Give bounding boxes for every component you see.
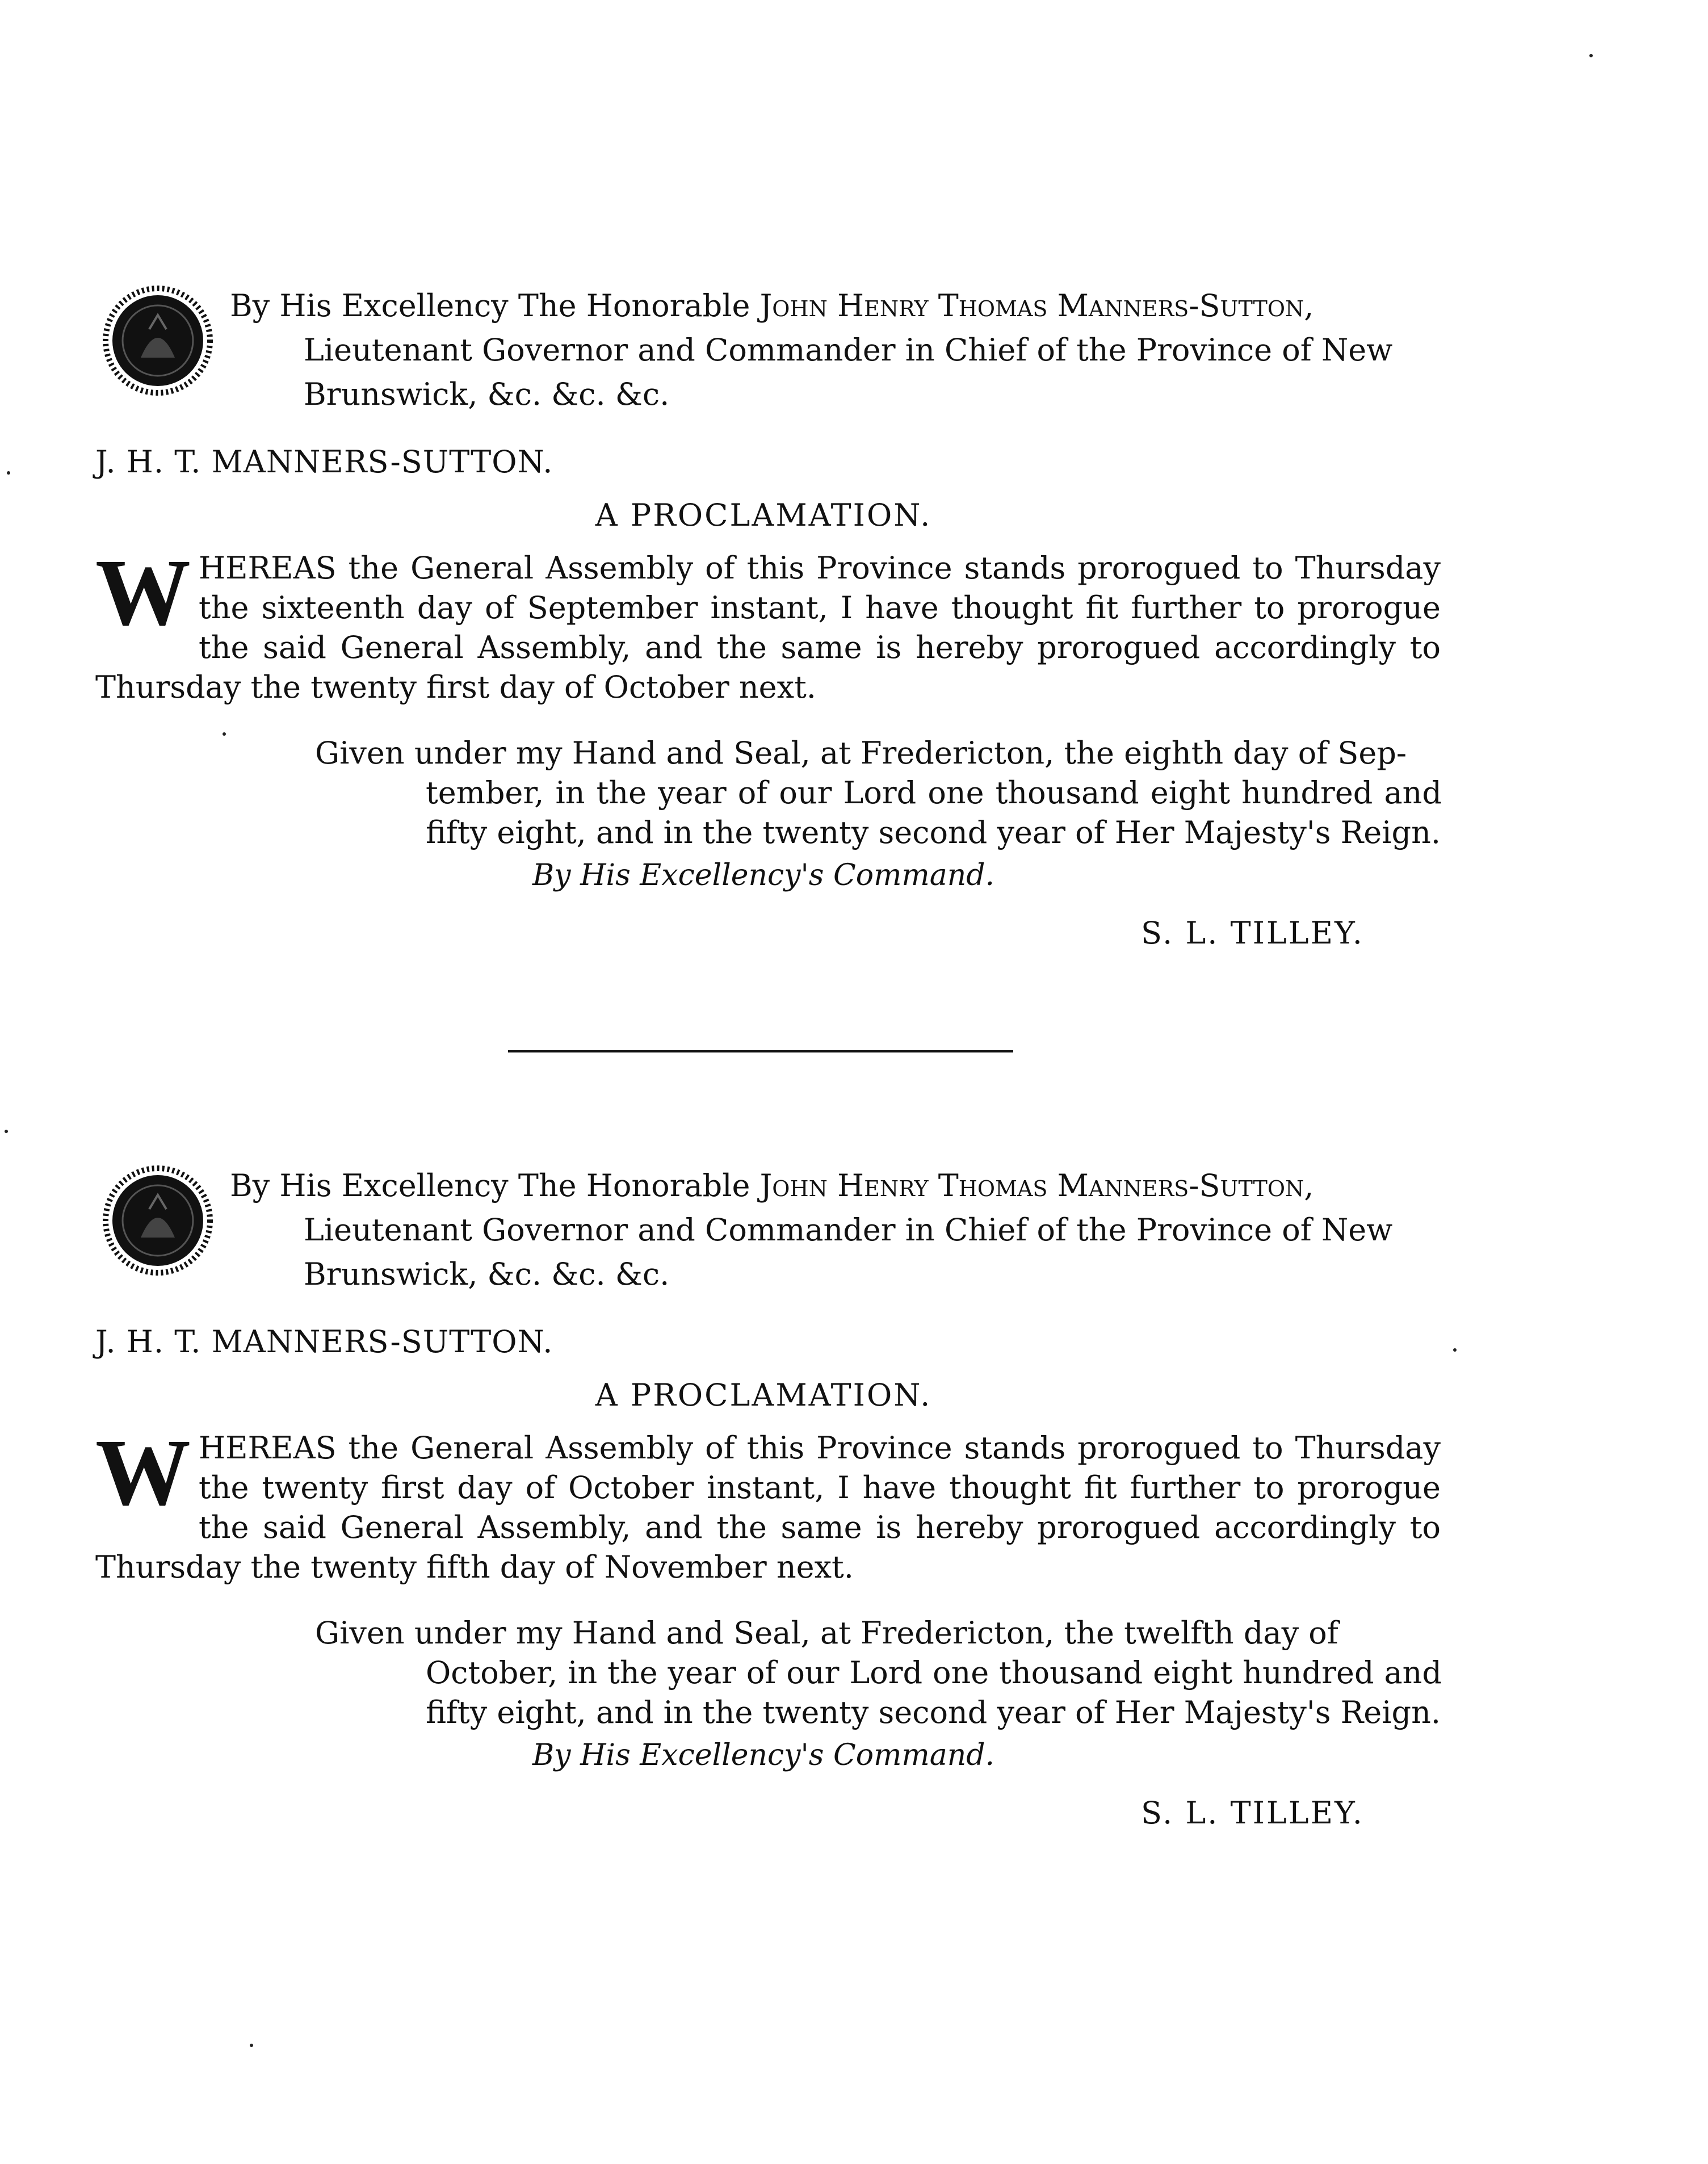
given-line-first: Given under my Hand and Seal, at Fredericton, the twelfth day of <box>315 1615 1338 1651</box>
scan-speck <box>250 2044 253 2047</box>
given-line-rest: October, in the year of our Lord one thousand eight hundred and fifty eight, and in the twenty second year of Her Majesty's Reign. <box>426 1655 1442 1730</box>
heading-prefix: By His Excellency The Honorable <box>230 1168 760 1203</box>
governor-signature: J. H. T. MANNERS-SUTTON. <box>95 444 553 480</box>
proclamation-title: A PROCLAMATION. <box>595 1377 932 1413</box>
heading-office: Lieutenant Governor and Commander in Chief of the Province of New Brunswick, &c. &c. &c. <box>304 1212 1393 1292</box>
proclamation-heading <box>230 284 1439 417</box>
scan-speck <box>1589 54 1593 57</box>
governor-signature: J. H. T. MANNERS-SUTTON. <box>95 1324 553 1360</box>
provincial-seal-icon <box>101 284 215 397</box>
scan-speck <box>5 1130 8 1133</box>
given-under-seal <box>315 1613 1442 1733</box>
body-text: HEREAS the General Assembly of this Province stands prorogued to Thursday the twenty first day of October instant, I have thought fit further to prorogue the said General Assembly, and the same is hereby prorogued accordingly to Thursday the twenty fifth day of November next. <box>95 1430 1441 1585</box>
command-line: By His Excellency's Command. <box>532 858 995 892</box>
governor-name: John Henry Thomas Manners-Sutton, <box>759 1168 1314 1203</box>
given-under-seal <box>315 733 1442 853</box>
secretary-signature: S. L. TILLEY. <box>1141 1795 1364 1831</box>
command-line: By His Excellency's Command. <box>532 1738 995 1772</box>
given-line-rest: tember, in the year of our Lord one thousand eight hundred and fifty eight, and in the twenty second year of Her Majesty's Reign. <box>426 775 1442 850</box>
governor-name: John Henry Thomas Manners-Sutton, <box>759 288 1314 324</box>
scan-speck <box>1453 1348 1457 1352</box>
scan-speck <box>7 471 10 475</box>
body-text: HEREAS the General Assembly of this Province stands prorogued to Thursday the sixteenth day of September instant, I have thought fit further to prorogue the said General Assembly, and the same is hereby prorogued accordingly to Thursday the twenty first day of October next. <box>95 550 1441 705</box>
heading-office: Lieutenant Governor and Commander in Chief of the Province of New Brunswick, &c. &c. &c. <box>304 332 1393 412</box>
proclamation-body <box>95 1420 1441 1587</box>
drop-cap: W <box>95 1420 191 1525</box>
given-line-first: Given under my Hand and Seal, at Fredericton, the eighth day of Sep- <box>315 735 1407 771</box>
proclamation-title: A PROCLAMATION. <box>595 497 932 533</box>
heading-prefix: By His Excellency The Honorable <box>230 288 760 324</box>
secretary-signature: S. L. TILLEY. <box>1141 915 1364 951</box>
drop-cap: W <box>95 540 191 645</box>
proclamation-heading <box>230 1164 1439 1297</box>
section-divider <box>508 1050 1013 1052</box>
proclamation-body <box>95 540 1441 707</box>
provincial-seal-icon <box>101 1164 215 1277</box>
scan-speck <box>223 732 226 736</box>
